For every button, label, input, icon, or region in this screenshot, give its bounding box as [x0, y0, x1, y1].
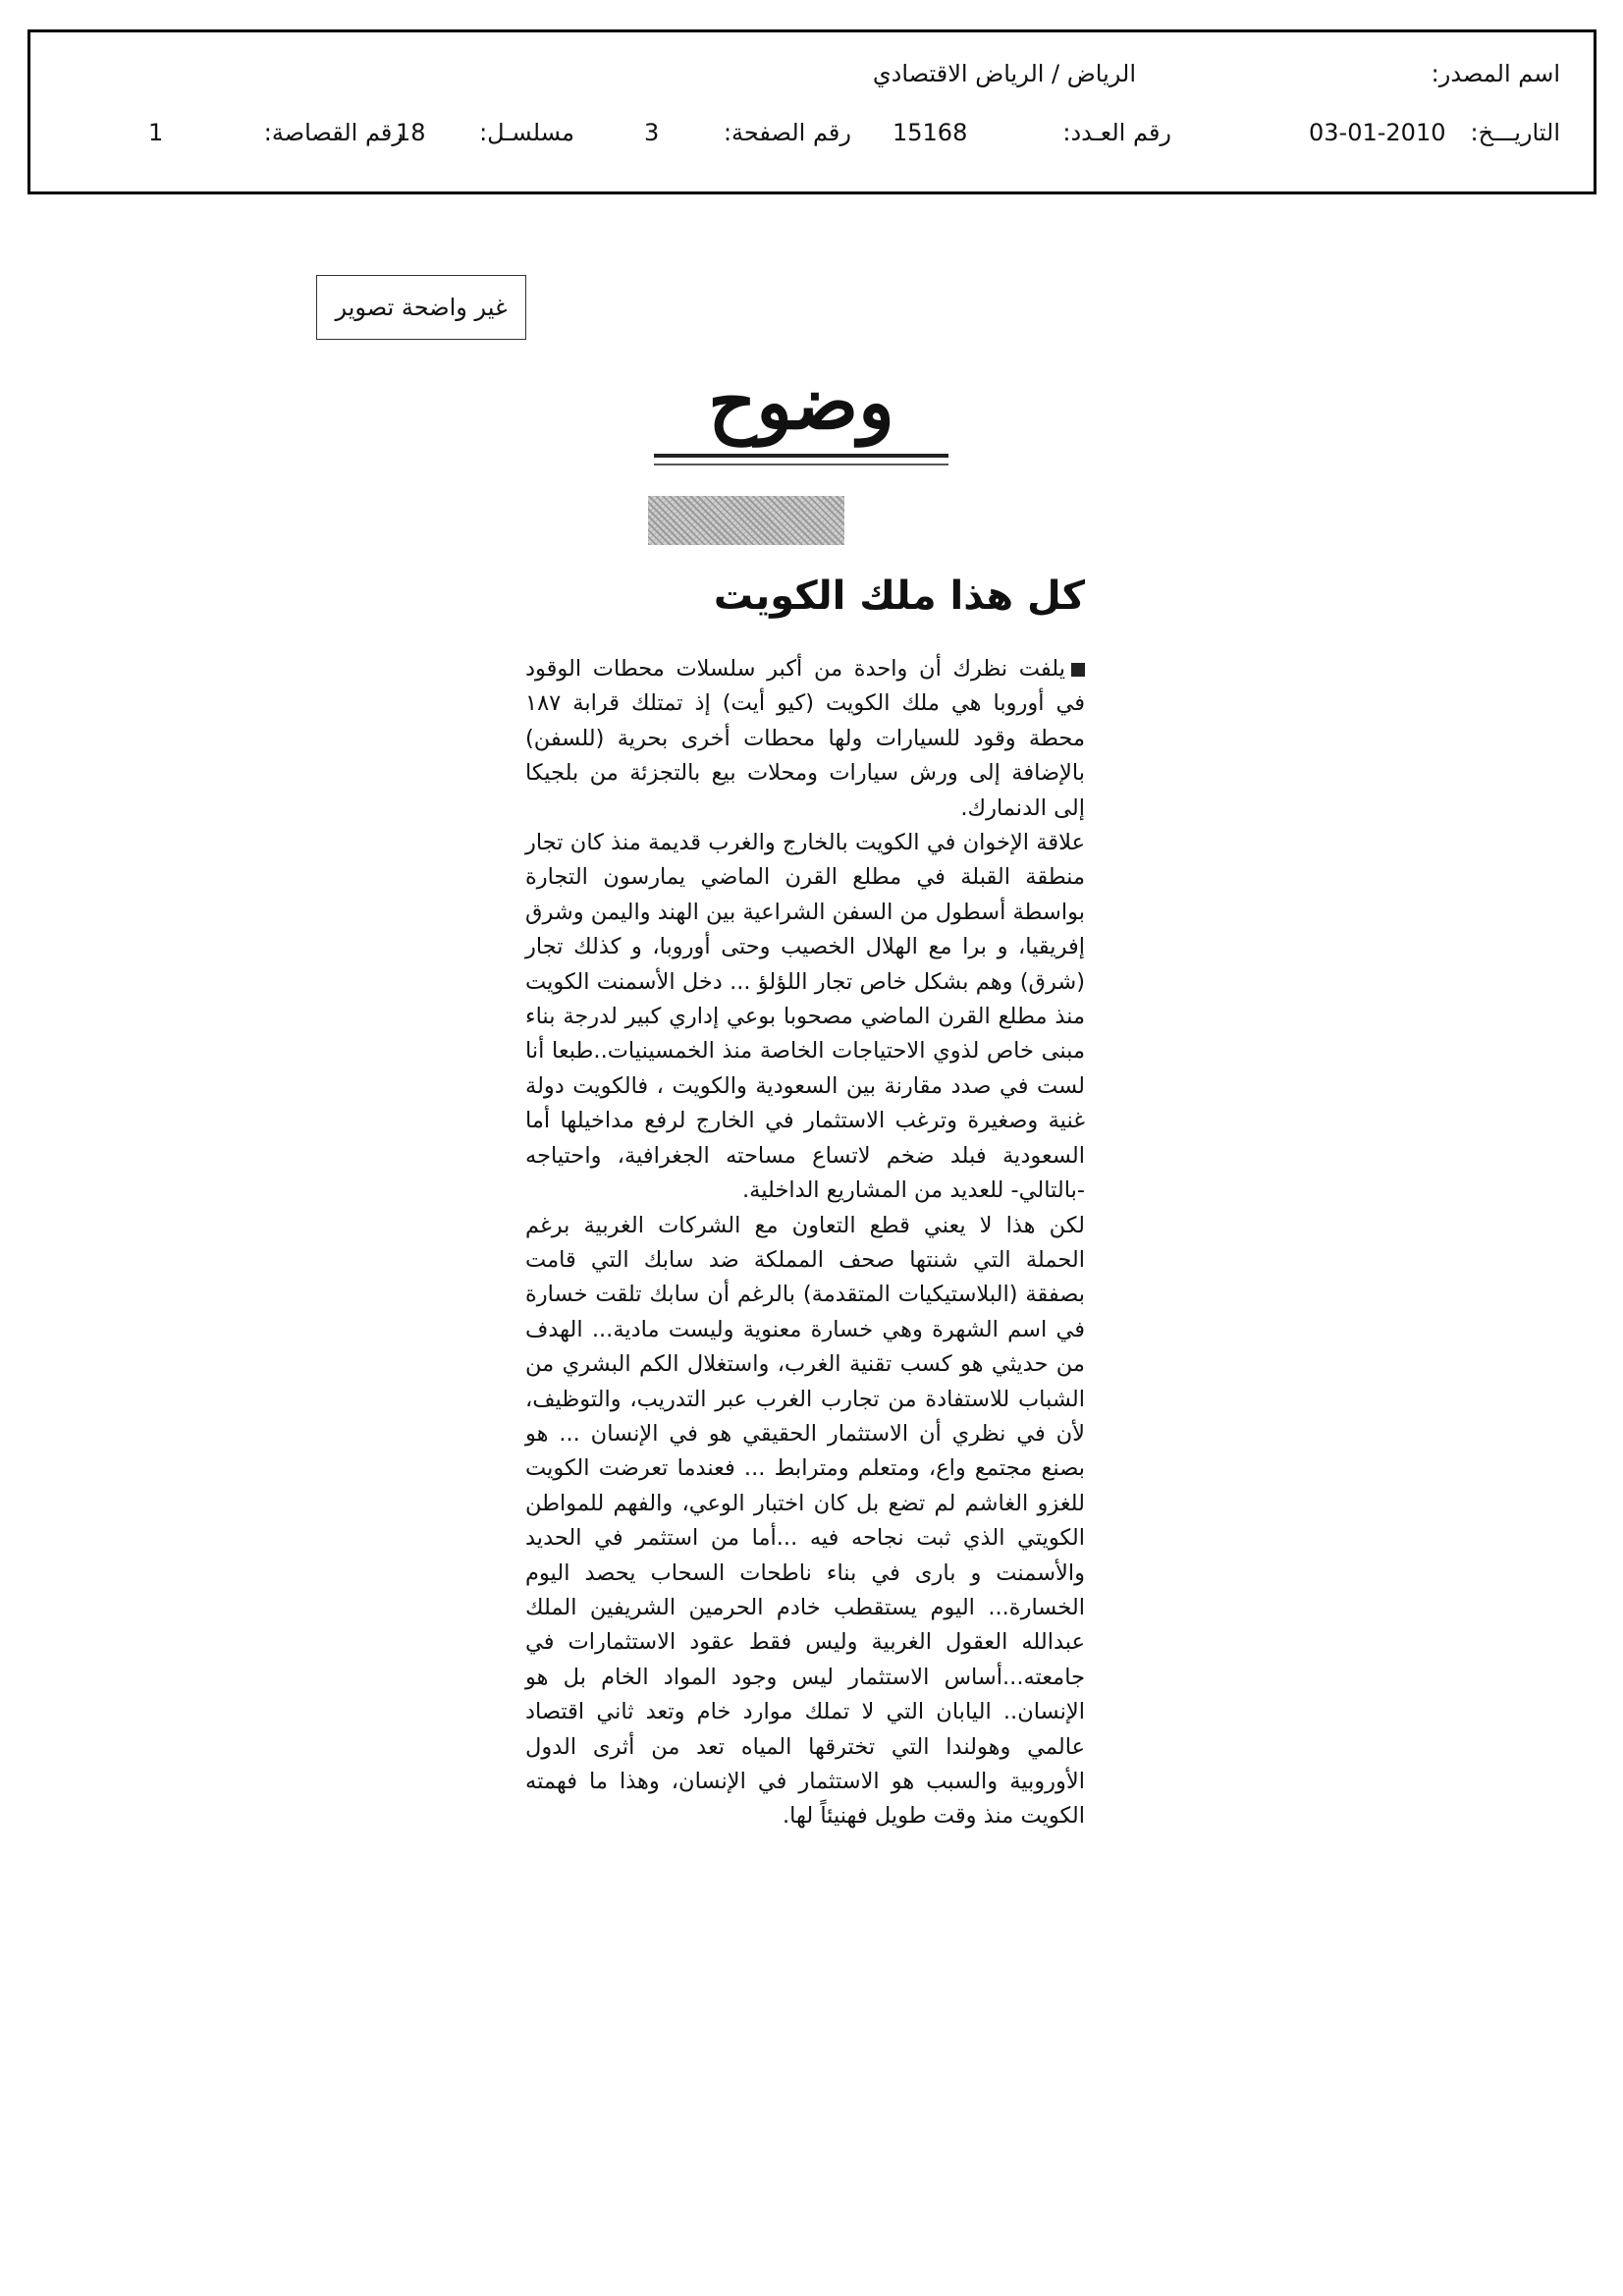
clipping-header	[27, 29, 1596, 194]
logo-rule	[654, 454, 948, 458]
author-image	[648, 496, 844, 545]
article-paragraph: يلفت نظرك أن واحدة من أكبر سلسلات محطات الوقود في أوروبا هي ملك الكويت (كيو أيت) إذ تمتلك قرابة ١٨٧ محطة وقود للسيارات ولها محطات أخرى بحرية (للسفن) بالإضافة إلى ورش سيارات ومحلات بيع بالتجزئة من بلجيكا إلى الدنمارك.	[525, 656, 1085, 821]
issue-label: رقم العـدد:	[1062, 119, 1171, 146]
square-bullet-icon	[1071, 663, 1085, 677]
unclear-copy-note: غير واضحة تصوير	[316, 275, 526, 340]
article-paragraph: علاقة الإخوان في الكويت بالخارج والغرب قديمة منذ كان تجار منطقة القبلة في مطلع القرن الماضي يمارسون التجارة بواسطة أسطول من السفن الشراعية بين الهند واليمن وشرق إفريقيا، و برا مع الهلال الخصيب وحتى أوروبا، و كذلك تجار (شرق) وهم بشكل خاص تجار اللؤلؤ ... دخل الأسمنت الكويت منذ مطلع القرن الماضي مصحوبا بوعي إداري كبير لدرجة بناء مبنى خاص لذوي الاحتياجات الخاصة منذ الخمسينيات..طبعا أنا لست في صدد مقارنة بين السعودية والكويت ، فالكويت دولة غنية وصغيرة وترغب الاستثمار في الخارج لرفع مداخيلها أما السعودية فبلد ضخم لاتساع مساحته الجغرافية، واحتياجه -بالتالي- للعديد من المشاريع الداخلية.	[525, 830, 1085, 1204]
page-value: 3	[644, 119, 660, 146]
clip-label: رقم القصاصة:	[263, 119, 404, 146]
date-label: التاريـــخ:	[1470, 119, 1560, 146]
source-label: اسم المصدر:	[1431, 60, 1560, 87]
article-paragraph: لكن هذا لا يعني قطع التعاون مع الشركات الغربية برغم الحملة التي شنتها صحف المملكة ضد سابك التي قامت بصفقة (البلاستيكيات المتقدمة) بالرغم أن سابك تلقت خسارة في اسم الشهرة وهي خسارة معنوية وليست مادية... الهدف من حديثي هو كسب تقنية الغرب، واستغلال الكم البشري من الشباب للاستفادة من تجارب الغرب عبر التدريب، والتوظيف، لأن في نظري أن الاستثمار الحقيقي هو في الإنسان ... هو بصنع مجتمع واع، ومتعلم ومترابط ... فعندما تعرضت الكويت للغزو الغاشم لم تضع بل كان اختبار الوعي، والفهم للمواطن الكويتي الذي ثبت نجاحه فيه ...أما من استثمر في الحديد والأسمنت و بارى في بناء ناطحات السحاب يحصد اليوم الخسارة... اليوم يستقطب خادم الحرمين الشريفين الملك عبدالله العقول الغربية وليس فقط عقود الاستثمارات في جامعته...أساس الاستثمار ليس وجود المواد الخام بل هو الإنسان.. اليابان التي لا تملك موارد خام وتعد ثاني اقتصاد عالمي وهولندا التي تخترقها المياه تعد من أثرى الدول الأوروبية والسبب هو الاستثمار في الإنسان، وهذا ما فهمته الكويت منذ وقت طويل فهنيئاً لها.	[525, 1212, 1085, 1830]
article-headline: كل هذا ملك الكويت	[713, 574, 1085, 619]
serial-value: 18	[396, 119, 426, 146]
page-label: رقم الصفحة:	[723, 119, 851, 146]
date-value: 03-01-2010	[1309, 119, 1446, 146]
issue-value: 15168	[893, 119, 968, 146]
article-body	[525, 652, 1085, 1834]
clip-value: 1	[148, 119, 164, 146]
column-logo: وضوح	[708, 358, 894, 446]
source-value: الرياض / الرياض الاقتصادي	[872, 60, 1136, 87]
logo-rule-thin	[654, 464, 948, 465]
serial-label: مسلسـل:	[479, 119, 574, 146]
